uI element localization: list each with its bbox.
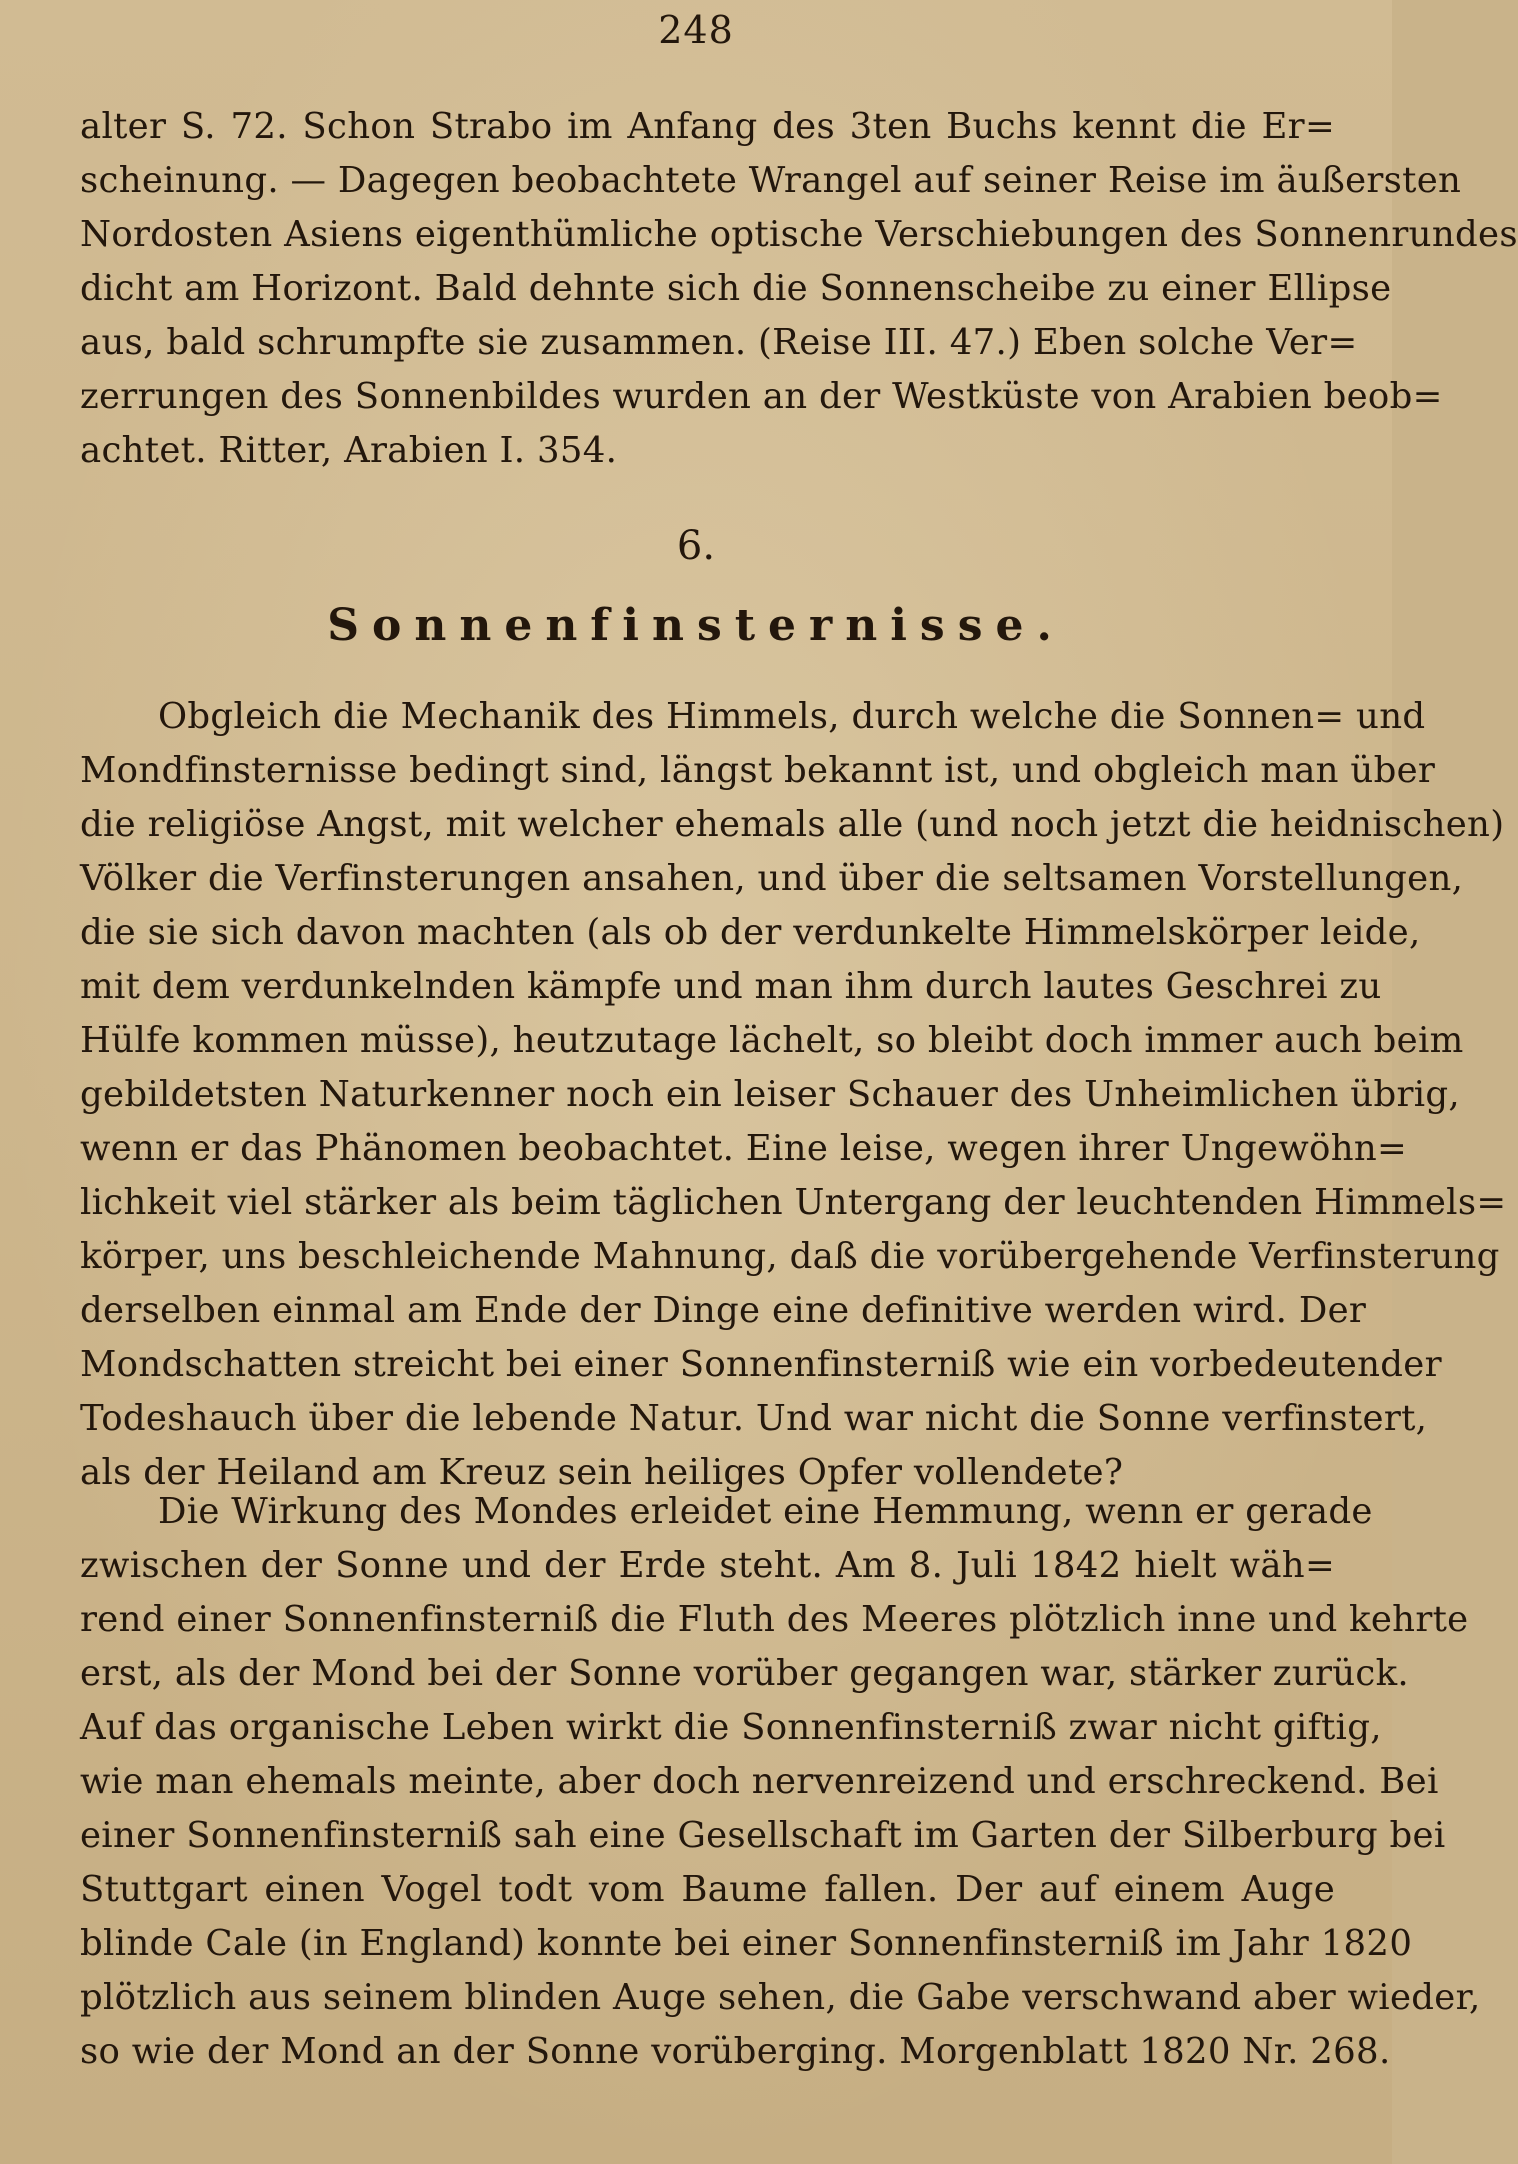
text-line: erst, als der Mond bei der Sonne vorüber gegangen war, stärker zurück. <box>80 1653 1409 1694</box>
text-line: so wie der Mond an der Sonne vorüberging. Morgenblatt 1820 Nr. 268. <box>80 2031 1391 2072</box>
text-line: Auf das organische Leben wirkt die Sonnenfinsterniß zwar nicht giftig, <box>80 1707 1382 1748</box>
text-line: Völker die Verfinsterungen ansahen, und über die seltsamen Vorstellungen, <box>80 858 1464 899</box>
text-line: als der Heiland am Kreuz sein heiliges Opfer vollendete? <box>80 1452 1124 1493</box>
text-line: rend einer Sonnenfinsterniß die Fluth des Meeres plötzlich inne und kehrte <box>80 1599 1469 1640</box>
text-line: dicht am Horizont. Bald dehnte sich die Sonnenscheibe zu einer Ellipse <box>80 268 1392 309</box>
text-line: alter S. 72. Schon Strabo im Anfang des 3ten Buchs kennt die Er= <box>80 106 1335 147</box>
text-line: derselben einmal am Ende der Dinge eine definitive werden wird. Der <box>80 1290 1367 1331</box>
text-line: zwischen der Sonne und der Erde steht. Am 8. Juli 1842 hielt wäh= <box>80 1545 1335 1586</box>
section-title: Sonnenfinsternisse. <box>327 600 1065 651</box>
text-line: Hülfe kommen müsse), heutzutage lächelt, so bleibt doch immer auch beim <box>80 1020 1464 1061</box>
continuation-paragraph <box>80 100 1518 478</box>
text-line: Mondschatten streicht bei einer Sonnenfinsterniß wie ein vorbedeutender <box>80 1344 1442 1385</box>
page-number: 248 <box>658 8 734 52</box>
text-line: lichkeit viel stärker als beim täglichen Untergang der leuchtenden Himmels= <box>80 1182 1507 1223</box>
text-line: Obgleich die Mechanik des Himmels, durch welche die Sonnen= und <box>158 696 1426 737</box>
text-line: gebildetsten Naturkenner noch ein leiser Schauer des Unheimlichen übrig, <box>80 1074 1461 1115</box>
text-line: scheinung. — Dagegen beobachtete Wrangel auf seiner Reise im äußersten <box>80 160 1462 201</box>
text-line: Mondfinsternisse bedingt sind, längst bekannt ist, und obgleich man über <box>80 750 1436 791</box>
text-line: mit dem verdunkelnden kämpfe und man ihm durch lautes Geschrei zu <box>80 966 1382 1007</box>
text-line: plötzlich aus seinem blinden Auge sehen, die Gabe verschwand aber wieder, <box>80 1977 1481 2018</box>
text-line: Nordosten Asiens eigenthümliche optische Verschiebungen des Sonnenrundes <box>80 214 1518 255</box>
text-line: die religiöse Angst, mit welcher ehemals alle (und noch jetzt die heidnischen) <box>80 804 1505 845</box>
text-line: achtet. Ritter, Arabien I. 354. <box>80 430 618 471</box>
text-line: die sie sich davon machten (als ob der verdunkelte Himmelskörper leide, <box>80 912 1421 953</box>
text-line: körper, uns beschleichende Mahnung, daß die vorübergehende Verfinsterung <box>80 1236 1500 1277</box>
paragraph <box>80 690 1507 1500</box>
section-number: 6. <box>676 523 716 569</box>
text-line: blinde Cale (in England) konnte bei einer Sonnenfinsterniß im Jahr 1820 <box>80 1923 1413 1964</box>
text-line: einer Sonnenfinsterniß sah eine Gesellschaft im Garten der Silberburg bei <box>80 1815 1446 1856</box>
text-line: wie man ehemals meinte, aber doch nervenreizend und erschreckend. Bei <box>80 1761 1439 1802</box>
text-line: Die Wirkung des Mondes erleidet eine Hemmung, wenn er gerade <box>158 1491 1373 1532</box>
text-line: zerrungen des Sonnenbildes wurden an der Westküste von Arabien beob= <box>80 376 1443 417</box>
text-line: Todeshauch über die lebende Natur. Und war nicht die Sonne verfinstert, <box>80 1398 1428 1439</box>
text-line: aus, bald schrumpfte sie zusammen. (Reise III. 47.) Eben solche Ver= <box>80 322 1358 363</box>
paragraph <box>80 1485 1481 2079</box>
text-line: Stuttgart einen Vogel todt vom Baume fallen. Der auf einem Auge <box>80 1869 1335 1910</box>
text-line: wenn er das Phänomen beobachtet. Eine leise, wegen ihrer Ungewöhn= <box>80 1128 1408 1169</box>
